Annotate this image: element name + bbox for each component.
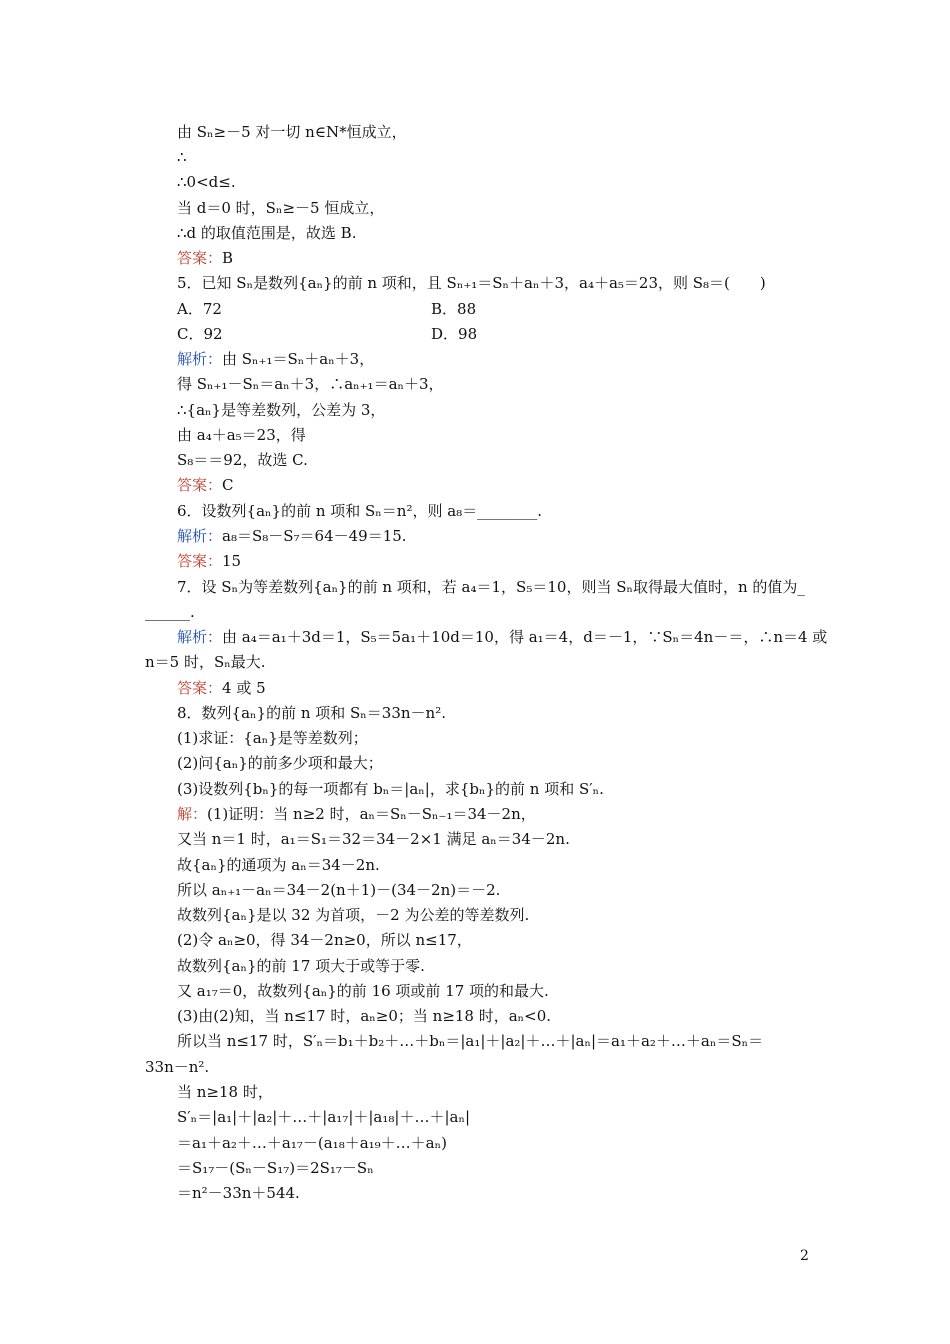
solution-text: (1)证明：当 n≥2 时，aₙ＝Sₙ－Sₙ₋₁＝34－2n， [207,805,536,823]
text-line: ∴ [177,148,187,166]
answer-line [177,248,233,268]
option-d: D．98 [431,325,478,343]
question-8-part-1: (1)求证：{aₙ}是等差数列； [177,729,368,747]
text-line: ∴{aₙ}是等差数列，公差为 3， [177,401,386,419]
answer-line [177,551,241,571]
answer-label: 答案： [177,552,223,570]
text-line: 33n－n². [145,1058,210,1076]
question-8-part-3: (3)设数列{bₙ}的每一项都有 bₙ＝|aₙ|，求{bₙ}的前 n 项和 S′ₙ. [177,780,604,798]
option-c: C．92 [177,325,223,343]
question-8: 8．数列{aₙ}的前 n 项和 Sₙ＝33n－n². [177,704,446,722]
text-line: 所以当 n≤17 时，S′ₙ＝b₁＋b₂＋…＋bₙ＝|a₁|＋|a₂|＋…＋|aₙ|＝a₁＋a₂＋…＋aₙ＝Sₙ＝ [177,1032,764,1050]
question-8-part-2: (2)问{aₙ}的前多少项和最大； [177,754,383,772]
text-line: ＝S₁₇－(Sₙ－S₁₇)＝2S₁₇－Sₙ [177,1159,374,1177]
question-7: 7．设 Sₙ为等差数列{aₙ}的前 n 项和，若 a₄＝1，S₅＝10，则当 Sₙ取得最大值时，n 的值为_ [177,578,805,596]
answer-line [177,678,266,698]
solution-label: 解： [177,805,208,823]
text-line: ＝n²－33n＋544. [177,1184,300,1202]
text-line: n＝5 时，Sₙ最大. [145,653,266,671]
page-number: 2 [800,1248,809,1264]
analysis-text: 由 a₄＝a₁＋3d＝1，S₅＝5a₁＋10d＝10，得 a₁＝4，d＝－1，∵Sₙ＝4n－＝，∴n＝4 或 [222,628,828,646]
analysis-line [177,526,407,546]
analysis-line [177,349,374,369]
answer-value: C [222,476,234,494]
text-line: 当 n≥18 时， [177,1083,273,1101]
analysis-text: 由 Sₙ₊₁＝Sₙ＋aₙ＋3， [222,350,375,368]
analysis-line [177,627,827,647]
text-line: ∴0<d≤. [177,173,236,191]
text-line: 当 d＝0 时，Sₙ≥－5 恒成立， [177,199,385,217]
analysis-label: 解析： [177,628,223,646]
question-7-blank: ______. [145,603,195,621]
answer-value: 4 或 5 [222,679,266,697]
text-line: ∴d 的取值范围是，故选 B. [177,224,357,242]
answer-label: 答案： [177,679,223,697]
answer-label: 答案： [177,476,223,494]
analysis-text: a₈＝S₈－S₇＝64－49＝15. [222,527,407,545]
answer-value: 15 [222,552,242,570]
analysis-label: 解析： [177,527,223,545]
analysis-label: 解析： [177,350,223,368]
solution-line [177,804,536,824]
answer-value: B [222,249,234,267]
option-a: A．72 [177,300,222,318]
option-b: B．88 [431,300,477,318]
answer-label: 答案： [177,249,223,267]
text-line: 由 Sₙ≥－5 对一切 n∈N*恒成立， [177,123,407,141]
text-line: 又当 n＝1 时，a₁＝S₁＝32＝34－2×1 满足 aₙ＝34－2n. [177,830,570,848]
text-line: 故数列{aₙ}是以 32 为首项，－2 为公差的等差数列. [177,906,530,924]
text-line: S′ₙ＝|a₁|＋|a₂|＋…＋|a₁₇|＋|a₁₈|＋…＋|aₙ| [177,1108,470,1126]
text-line: 由 a₄＋a₅＝23，得 [177,426,306,444]
text-line: (2)令 aₙ≥0，得 34－2n≥0，所以 n≤17， [177,931,472,949]
question-6: 6．设数列{aₙ}的前 n 项和 Sₙ＝n²，则 a₈＝________. [177,502,542,520]
text-line: 又 a₁₇＝0，故数列{aₙ}的前 16 项或前 17 项的和最大. [177,982,549,1000]
question-5: 5．已知 Sₙ是数列{aₙ}的前 n 项和，且 Sₙ₊₁＝Sₙ＋aₙ＋3，a₄＋a₅＝23，则 S₈＝( ) [177,274,766,292]
text-line: 所以 aₙ₊₁－aₙ＝34－2(n＋1)－(34－2n)＝－2. [177,881,501,899]
text-line: 得 Sₙ₊₁－Sₙ＝aₙ＋3，∴aₙ₊₁＝aₙ＋3， [177,375,444,393]
text-line: 故数列{aₙ}的前 17 项大于或等于零. [177,957,425,975]
answer-line [177,475,234,495]
text-line: S₈＝＝92，故选 C. [177,451,308,469]
text-line: ＝a₁＋a₂＋…＋a₁₇－(a₁₈＋a₁₉＋…＋aₙ) [177,1134,447,1152]
text-line: (3)由(2)知，当 n≤17 时，aₙ≥0；当 n≥18 时，aₙ<0. [177,1007,552,1025]
text-line: 故{aₙ}的通项为 aₙ＝34－2n. [177,856,380,874]
